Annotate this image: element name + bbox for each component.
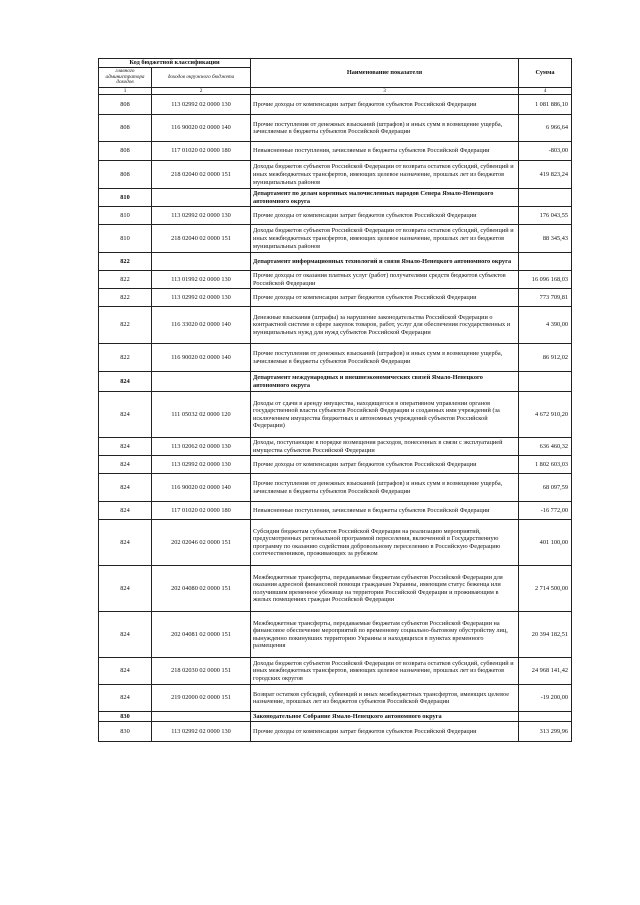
admin-code-cell: 808 — [99, 161, 152, 189]
sum-cell — [519, 372, 572, 392]
table-row — [99, 271, 572, 289]
table-row — [99, 392, 572, 438]
indicator-name-cell: Прочие доходы от компенсации затрат бюджетов субъектов Российской Федерации — [251, 289, 519, 307]
table-row — [99, 307, 572, 344]
revenue-code-cell: 116 90020 02 0000 140 — [152, 115, 251, 142]
sum-cell: 419 823,24 — [519, 161, 572, 189]
indicator-name-cell: Прочие доходы от оказания платных услуг (работ) получателями средств бюджетов субъектов Российской Федерации — [251, 271, 519, 289]
indicator-name-cell: Прочие доходы от компенсации затрат бюджетов субъектов Российской Федерации — [251, 207, 519, 225]
admin-code-cell: 822 — [99, 271, 152, 289]
indicator-name-cell: Доходы бюджетов субъектов Российской Федерации от возврата остатков субсидий, субвенций и иных межбюджетных трансфертов, имеющих целевое назначение, прошлых лет из бюджетов муниципальных районов — [251, 225, 519, 253]
revenue-code-cell: 113 02992 02 0000 130 — [152, 722, 251, 742]
admin-code-cell: 824 — [99, 658, 152, 685]
sum-cell: -16 772,00 — [519, 502, 572, 520]
sum-cell: 20 394 182,51 — [519, 612, 572, 658]
indicator-name-cell: Доходы, поступающие в порядке возмещения расходов, понесенных в связи с эксплуатацией имущества субъектов Российской Федерации — [251, 438, 519, 456]
admin-code-cell: 810 — [99, 189, 152, 207]
table-body — [99, 95, 572, 742]
column-number: 3 — [251, 88, 519, 95]
admin-code-cell: 824 — [99, 685, 152, 712]
admin-code-cell: 822 — [99, 307, 152, 344]
indicator-name-cell: Денежные взыскания (штрафы) за нарушение законодательства Российской Федерации о контрактной системе в сфере закупок товаров, работ, услуг для обеспечения государственных и муниципальных нужд для нужд субъектов Российской Федерации — [251, 307, 519, 344]
sum-cell: 4 672 910,20 — [519, 392, 572, 438]
table-row — [99, 566, 572, 612]
revenue-code-cell — [152, 372, 251, 392]
column-number: 2 — [152, 88, 251, 95]
indicator-name-cell: Субсидии бюджетам субъектов Российской Федерации на реализацию мероприятий, предусмотренных региональной программой переселения, включенной в Государственную программу по оказанию содействия добровольному переселению в Российскую Федерацию соотечественников, проживающих за рубежом — [251, 520, 519, 566]
indicator-name-cell: Прочие поступления от денежных взысканий (штрафов) и иных сумм в возмещение ущерба, зачисляемые в бюджеты субъектов Российской Федерации — [251, 344, 519, 372]
revenue-code-cell: 113 02992 02 0000 130 — [152, 456, 251, 474]
revenue-code-cell: 219 02000 02 0000 151 — [152, 685, 251, 712]
sum-cell: 176 043,55 — [519, 207, 572, 225]
indicator-name-cell: Департамент по делам коренных малочисленных народов Севера Ямало-Ненецкого автономного округа — [251, 189, 519, 207]
revenue-code-cell: 113 01992 02 0000 130 — [152, 271, 251, 289]
revenue-code-cell: 202 04080 02 0000 151 — [152, 566, 251, 612]
indicator-name-cell: Возврат остатков субсидий, субвенций и иных межбюджетных трансфертов, имеющих целевое назначение, прошлых лет из бюджетов субъектов Российской Федерации — [251, 685, 519, 712]
table-row — [99, 474, 572, 502]
sum-cell: 16 096 168,03 — [519, 271, 572, 289]
admin-code-cell: 824 — [99, 566, 152, 612]
table-row — [99, 95, 572, 115]
revenue-code-cell: 218 02040 02 0000 151 — [152, 225, 251, 253]
name-header: Наименование показателя — [251, 59, 519, 88]
indicator-name-cell: Департамент международных и внешнеэкономических связей Ямало-Ненецкого автономного округа — [251, 372, 519, 392]
department-row — [99, 253, 572, 271]
kbk-header: Код бюджетной классификации — [99, 59, 251, 68]
sum-cell: 636 460,32 — [519, 438, 572, 456]
revenue-code-cell: 202 04081 02 0000 151 — [152, 612, 251, 658]
admin-column-header: главного администратора доходов — [99, 68, 152, 88]
table-row — [99, 722, 572, 742]
sum-cell — [519, 712, 572, 722]
revenue-code-cell: 113 02992 02 0000 130 — [152, 207, 251, 225]
indicator-name-cell: Прочие поступления от денежных взысканий (штрафов) и иных сумм в возмещение ущерба, зачисляемые в бюджеты субъектов Российской Федерации — [251, 115, 519, 142]
revenue-document-page — [98, 58, 571, 742]
admin-code-cell: 822 — [99, 253, 152, 271]
revenue-code-cell: 117 01020 02 0000 180 — [152, 142, 251, 161]
admin-code-cell: 824 — [99, 502, 152, 520]
department-row — [99, 189, 572, 207]
admin-code-cell: 830 — [99, 712, 152, 722]
admin-code-cell: 808 — [99, 95, 152, 115]
sum-cell — [519, 253, 572, 271]
sum-cell: 4 390,00 — [519, 307, 572, 344]
table-row — [99, 207, 572, 225]
sum-cell: 6 966,64 — [519, 115, 572, 142]
admin-code-cell: 824 — [99, 456, 152, 474]
indicator-name-cell: Департамент информационных технологий и связи Ямало-Ненецкого автономного округа — [251, 253, 519, 271]
indicator-name-cell: Невыясненные поступления, зачисляемые в бюджеты субъектов Российской Федерации — [251, 142, 519, 161]
sum-cell: -19 200,00 — [519, 685, 572, 712]
revenue-code-cell: 116 33020 02 0000 140 — [152, 307, 251, 344]
table-row — [99, 658, 572, 685]
revenue-code-cell: 111 05032 02 0000 120 — [152, 392, 251, 438]
revenue-column-header: доходов окружного бюджета — [152, 68, 251, 88]
sum-cell: 24 968 141,42 — [519, 658, 572, 685]
sum-cell: 68 097,59 — [519, 474, 572, 502]
sum-cell — [519, 189, 572, 207]
table-row — [99, 456, 572, 474]
table-row — [99, 115, 572, 142]
table-row — [99, 161, 572, 189]
sum-cell: -803,00 — [519, 142, 572, 161]
revenue-code-cell: 113 02992 02 0000 130 — [152, 289, 251, 307]
revenue-code-cell — [152, 253, 251, 271]
department-row — [99, 712, 572, 722]
revenue-code-cell — [152, 189, 251, 207]
table-row — [99, 502, 572, 520]
table-row — [99, 225, 572, 253]
table-row — [99, 289, 572, 307]
revenue-code-cell: 202 02046 02 0000 151 — [152, 520, 251, 566]
admin-code-cell: 822 — [99, 344, 152, 372]
indicator-name-cell: Законодательное Собрание Ямало-Ненецкого автономного округа — [251, 712, 519, 722]
sum-cell: 88 345,43 — [519, 225, 572, 253]
column-number: 4 — [519, 88, 572, 95]
admin-code-cell: 810 — [99, 207, 152, 225]
table-row — [99, 612, 572, 658]
admin-code-cell: 824 — [99, 392, 152, 438]
sum-cell: 2 714 500,00 — [519, 566, 572, 612]
admin-code-cell: 824 — [99, 474, 152, 502]
revenue-table — [98, 58, 572, 742]
revenue-code-cell: 113 02992 02 0000 130 — [152, 95, 251, 115]
admin-code-cell: 824 — [99, 612, 152, 658]
table-row — [99, 142, 572, 161]
table-row — [99, 438, 572, 456]
admin-code-cell: 824 — [99, 372, 152, 392]
revenue-code-cell: 113 02062 02 0000 130 — [152, 438, 251, 456]
sum-cell: 313 299,96 — [519, 722, 572, 742]
admin-code-cell: 822 — [99, 289, 152, 307]
indicator-name-cell: Межбюджетные трансферты, передаваемые бюджетам субъектов Российской Федерации для оказания адресной финансовой помощи гражданам Украины, имеющим статус беженца или получившим временное убежище на территории Российской Федерации и проживающим в жилых помещениях граждан Российской Федерации — [251, 566, 519, 612]
table-row — [99, 520, 572, 566]
table-header — [99, 59, 572, 95]
admin-code-cell: 830 — [99, 722, 152, 742]
indicator-name-cell: Доходы бюджетов субъектов Российской Федерации от возврата остатков субсидий, субвенций и иных межбюджетных трансфертов, имеющих целевое назначение, прошлых лет из бюджетов городских округов — [251, 658, 519, 685]
column-number: 1 — [99, 88, 152, 95]
admin-code-cell: 810 — [99, 225, 152, 253]
indicator-name-cell: Доходы от сдачи в аренду имущества, находящегося в оперативном управлении органов государственной власти субъектов Российской Федерации и созданных ими учреждений (за исключением имущества бюджетных и автономных учреждений субъектов Российской Федерации) — [251, 392, 519, 438]
sum-cell: 1 802 603,03 — [519, 456, 572, 474]
admin-code-cell: 808 — [99, 115, 152, 142]
sum-cell: 773 709,81 — [519, 289, 572, 307]
indicator-name-cell: Прочие поступления от денежных взысканий (штрафов) и иных сумм в возмещение ущерба, зачисляемые в бюджеты субъектов Российской Федерации — [251, 474, 519, 502]
sum-header: Сумма — [519, 59, 572, 88]
revenue-code-cell — [152, 712, 251, 722]
indicator-name-cell: Прочие доходы от компенсации затрат бюджетов субъектов Российской Федерации — [251, 95, 519, 115]
admin-code-cell: 824 — [99, 520, 152, 566]
indicator-name-cell: Прочие доходы от компенсации затрат бюджетов субъектов Российской Федерации — [251, 722, 519, 742]
indicator-name-cell: Прочие доходы от компенсации затрат бюджетов субъектов Российской Федерации — [251, 456, 519, 474]
admin-code-cell: 808 — [99, 142, 152, 161]
table-row — [99, 685, 572, 712]
indicator-name-cell: Доходы бюджетов субъектов Российской Федерации от возврата остатков субсидий, субвенций и иных межбюджетных трансфертов, имеющих целевое назначение, прошлых лет из бюджетов муниципальных районов — [251, 161, 519, 189]
admin-code-cell: 824 — [99, 438, 152, 456]
revenue-code-cell: 116 90020 02 0000 140 — [152, 474, 251, 502]
revenue-code-cell: 218 02040 02 0000 151 — [152, 161, 251, 189]
sum-cell: 401 100,00 — [519, 520, 572, 566]
indicator-name-cell: Межбюджетные трансферты, передаваемые бюджетам субъектов Российской Федерации на финансовое обеспечение мероприятий по временному социально-бытовому обустройству лиц, вынужденно покинувших территорию Украины и находящихся в пунктах временного размещения — [251, 612, 519, 658]
revenue-code-cell: 116 90020 02 0000 140 — [152, 344, 251, 372]
sum-cell: 86 912,02 — [519, 344, 572, 372]
department-row — [99, 372, 572, 392]
table-row — [99, 344, 572, 372]
sum-cell: 1 081 886,10 — [519, 95, 572, 115]
revenue-code-cell: 117 01020 02 0000 180 — [152, 502, 251, 520]
revenue-code-cell: 218 02030 02 0000 151 — [152, 658, 251, 685]
indicator-name-cell: Невыясненные поступления, зачисляемые в бюджеты субъектов Российской Федерации — [251, 502, 519, 520]
